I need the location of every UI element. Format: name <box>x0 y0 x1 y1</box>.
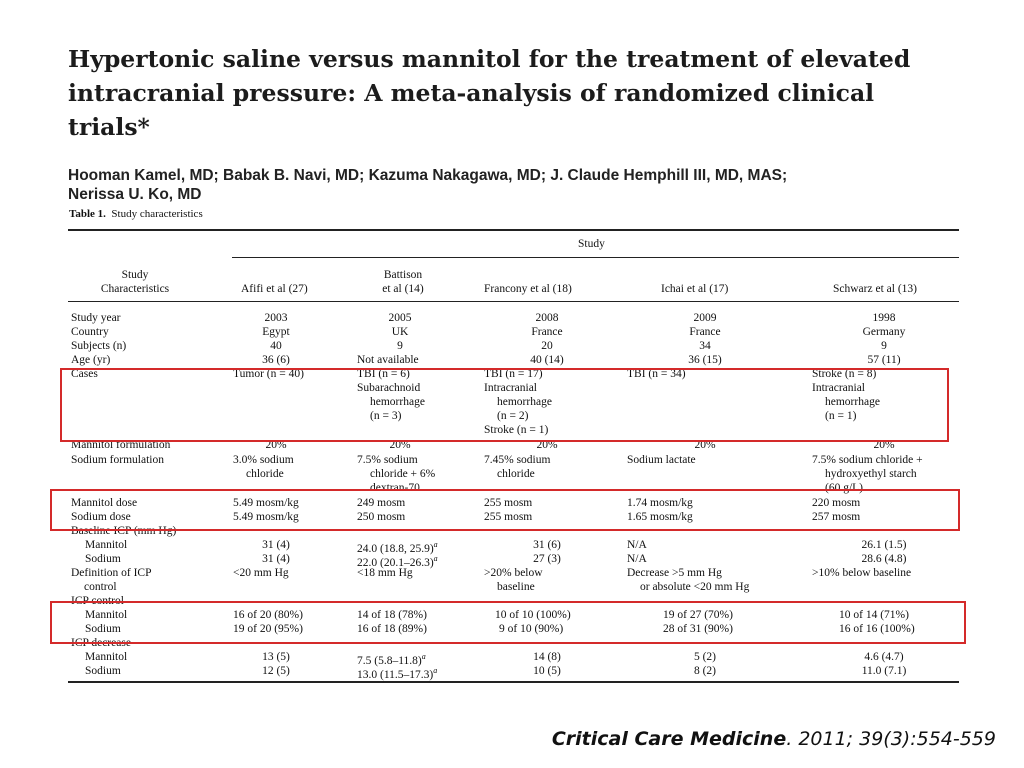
sodium-form-battison-line1: 7.5% sodium <box>357 454 418 466</box>
header-schwarz: Schwarz et al (13) <box>833 283 917 295</box>
cell-francony <box>484 566 543 594</box>
icp-decrease-label: ICP decrease <box>71 637 131 649</box>
cell-afifi: 20% <box>265 439 287 451</box>
cell-label: Sodium <box>85 665 121 677</box>
footnote-mark: a <box>433 540 438 549</box>
header-characteristics-line1: Study <box>121 269 149 281</box>
cell-francony: France <box>531 326 563 338</box>
cell-francony: 31 (6) <box>533 539 561 551</box>
def-ichai-line2: or absolute <20 mm Hg <box>640 581 750 593</box>
sodium-form-schwarz-line3: (60 g/L) <box>825 482 864 494</box>
cases-schwarz-line2: Intracranial <box>812 382 865 394</box>
authors-line-1: Hooman Kamel, MD; Babak B. Navi, MD; Kazuma Nakagawa, MD; J. Claude Hemphill III, MD, MAS; <box>68 167 788 184</box>
cell-ichai: 8 (2) <box>693 665 717 677</box>
cell-label: Study year <box>71 312 121 324</box>
baseline-mannitol-battison-value: 24.0 (18.8, 25.9) <box>357 542 434 555</box>
cell-schwarz: >10% below baseline <box>812 567 912 579</box>
title-line-3: trials* <box>68 113 150 141</box>
cell-schwarz: 28.6 (4.8) <box>861 553 907 565</box>
cell-afifi <box>233 453 294 481</box>
cell-afifi: 12 (5) <box>262 665 290 677</box>
cell-label: Subjects (n) <box>71 340 127 352</box>
header-francony: Francony et al (18) <box>484 283 572 295</box>
icp-control-label: ICP control <box>71 595 124 607</box>
cell-schwarz: 9 <box>881 340 887 352</box>
cell-afifi: 19 of 20 (95%) <box>233 623 303 635</box>
cell-label: Country <box>71 326 109 338</box>
cell-battison: Not available <box>357 354 419 366</box>
header-battison <box>358 268 448 296</box>
cell-ichai: 1.74 mosm/kg <box>627 497 693 509</box>
cases-battison-line1: TBI (n = 6) <box>357 368 410 380</box>
cell-label: Age (yr) <box>71 354 111 366</box>
decrease-mannitol-battison-value: 7.5 (5.8–11.8) <box>357 654 422 667</box>
header-ichai: Ichai et al (17) <box>661 283 729 295</box>
sodium-form-afifi-line2: chloride <box>246 468 284 480</box>
cell-afifi: Egypt <box>262 326 290 338</box>
cell-afifi: 36 (6) <box>262 354 290 366</box>
author-list <box>68 166 968 204</box>
cell-francony: 20 <box>541 340 553 352</box>
cell-ichai: 36 (15) <box>688 354 722 366</box>
sodium-form-schwarz-line1: 7.5% sodium chloride + <box>812 454 923 466</box>
def-francony-line1: >20% below <box>484 567 543 579</box>
cell-afifi: 5.49 mosm/kg <box>233 497 299 509</box>
cell-francony: 20% <box>536 439 558 451</box>
study-header-rule <box>232 257 959 258</box>
cases-francony-line2: Intracranial <box>484 382 537 394</box>
cell-battison: 2005 <box>388 312 412 324</box>
cases-francony-line3: hemorrhage <box>497 396 552 408</box>
cell-schwarz: 257 mosm <box>812 511 861 523</box>
baseline-sodium-battison-value: 22.0 (20.1–26.3) <box>357 556 434 569</box>
cell-ichai: N/A <box>627 553 647 565</box>
table-label: Table 1. <box>69 208 106 220</box>
sodium-form-francony-line2: chloride <box>497 468 535 480</box>
cell-afifi: <20 mm Hg <box>233 567 289 579</box>
cell-label: Sodium <box>85 553 121 565</box>
footnote-mark: a <box>433 554 438 563</box>
cell-battison: 249 mosm <box>357 497 406 509</box>
cell-schwarz: 1998 <box>872 312 896 324</box>
cell-afifi: 40 <box>270 340 282 352</box>
authors-line-2: Nerissa U. Ko, MD <box>68 186 202 203</box>
cell-ichai: 19 of 27 (70%) <box>663 609 733 621</box>
cell-schwarz: 220 mosm <box>812 497 861 509</box>
cell-ichai: N/A <box>627 539 647 551</box>
cell-ichai: 2009 <box>693 312 717 324</box>
baseline-icp-label: Baseline ICP (mm Hg) <box>71 525 177 537</box>
cell-label: Mannitol <box>85 651 128 663</box>
cell-francony: 10 (5) <box>533 665 561 677</box>
cell-schwarz: Germany <box>862 326 906 338</box>
cell-label: Sodium dose <box>71 511 131 523</box>
cases-battison-line4: (n = 3) <box>370 410 402 422</box>
cell-francony <box>484 453 550 481</box>
cell-schwarz: 11.0 (7.1) <box>861 665 907 677</box>
cases-schwarz-line3: hemorrhage <box>825 396 880 408</box>
journal-citation <box>552 728 996 750</box>
cell-schwarz: 16 of 16 (100%) <box>839 623 915 635</box>
cell-schwarz: 57 (11) <box>867 354 901 366</box>
highlight-box-doses <box>50 489 960 531</box>
sodium-form-francony-line1: 7.45% sodium <box>484 454 551 466</box>
citation-details: . 2011; 39(3):554-559 <box>786 728 996 750</box>
cell-schwarz: 26.1 (1.5) <box>861 539 907 551</box>
cell-afifi: 16 of 20 (80%) <box>233 609 303 621</box>
header-characteristics <box>85 268 185 296</box>
cell-afifi: 5.49 mosm/kg <box>233 511 299 523</box>
study-group-header: Study <box>578 238 605 250</box>
table-caption <box>69 208 203 220</box>
table-caption-text: Study characteristics <box>111 208 203 220</box>
cell-francony: 255 mosm <box>484 511 533 523</box>
cell-ichai: 28 of 31 (90%) <box>663 623 733 635</box>
cases-schwarz-line4: (n = 1) <box>825 410 857 422</box>
cell-francony: 27 (3) <box>533 553 561 565</box>
sodium-form-schwarz-line2: hydroxyethyl starch <box>825 468 917 480</box>
cell-label: Mannitol formulation <box>71 439 171 451</box>
cell-ichai: 1.65 mosm/kg <box>627 511 693 523</box>
cases-francony-line5: Stroke (n = 1) <box>484 424 549 436</box>
cell-francony: 14 (8) <box>533 651 561 663</box>
cell-battison: <18 mm Hg <box>357 567 413 579</box>
table-bottom-rule <box>68 681 959 683</box>
cases-battison-line2: Subarachnoid <box>357 382 421 394</box>
header-characteristics-line2: Characteristics <box>100 283 170 295</box>
cell-francony: 40 (14) <box>530 354 564 366</box>
header-afifi: Afifi et al (27) <box>241 283 308 295</box>
highlight-box-cases <box>60 368 949 442</box>
cell-ichai: 34 <box>699 340 711 352</box>
cell-ichai: 5 (2) <box>693 651 717 663</box>
header-battison-line1: Battison <box>383 269 423 281</box>
cell-battison: 20% <box>389 439 411 451</box>
def-label-line1: Definition of ICP <box>71 567 152 579</box>
cases-battison-line3: hemorrhage <box>370 396 425 408</box>
cell-battison: 250 mosm <box>357 511 406 523</box>
cell-ichai: France <box>689 326 721 338</box>
cell-label: Mannitol dose <box>71 497 138 509</box>
sodium-form-battison-line2: chloride + 6% <box>370 468 436 480</box>
cell-afifi: 31 (4) <box>262 539 290 551</box>
cell-battison <box>357 664 437 682</box>
footnote-mark: a <box>421 652 426 661</box>
cell-francony: 10 of 10 (100%) <box>495 609 571 621</box>
table-top-rule <box>68 229 959 231</box>
cell-ichai: 20% <box>694 439 716 451</box>
cell-battison: UK <box>391 326 409 338</box>
def-label-line2: control <box>84 581 117 593</box>
cell-ichai <box>627 566 749 594</box>
cell-label: Mannitol <box>85 609 128 621</box>
sodium-form-battison-line3: dextran-70 <box>370 482 420 494</box>
decrease-sodium-battison-value: 13.0 (11.5–17.3) <box>357 668 434 681</box>
cell-label: Sodium <box>85 623 121 635</box>
cell-label: Cases <box>71 368 98 380</box>
cell-battison: 14 of 18 (78%) <box>357 609 427 621</box>
paper-title <box>68 42 968 144</box>
cell-schwarz: 20% <box>873 439 895 451</box>
cell-afifi: 2003 <box>264 312 288 324</box>
cell-label <box>71 566 152 594</box>
column-header-rule <box>68 301 959 302</box>
cases-francony-line4: (n = 2) <box>497 410 529 422</box>
cell-francony: 9 of 10 (90%) <box>499 623 564 635</box>
sodium-form-afifi-line1: 3.0% sodium <box>233 454 294 466</box>
cell-ichai: TBI (n = 34) <box>627 368 686 380</box>
title-line-1: Hypertonic saline versus mannitol for the treatment of elevated <box>68 45 911 73</box>
cell-schwarz: 4.6 (4.7) <box>864 651 904 663</box>
cell-battison: 9 <box>397 340 403 352</box>
title-line-2: intracranial pressure: A meta-analysis of randomized clinical <box>68 79 875 107</box>
cell-francony: 255 mosm <box>484 497 533 509</box>
journal-name: Critical Care Medicine <box>551 728 787 750</box>
highlight-box-icp-control <box>50 601 966 644</box>
cases-schwarz-line1: Stroke (n = 8) <box>812 368 877 380</box>
cell-label: Sodium formulation <box>71 454 164 466</box>
cell-afifi: 31 (4) <box>262 553 290 565</box>
cell-afifi: Tumor (n = 40) <box>233 368 304 380</box>
cell-battison: 16 of 18 (89%) <box>357 623 427 635</box>
footnote-mark: a <box>433 666 438 675</box>
cell-ichai: Sodium lactate <box>627 454 696 466</box>
cell-afifi: 13 (5) <box>262 651 290 663</box>
def-francony-line2: baseline <box>497 581 535 593</box>
cell-label: Mannitol <box>85 539 128 551</box>
def-ichai-line1: Decrease >5 mm Hg <box>627 567 722 579</box>
header-battison-line2: et al (14) <box>382 283 424 295</box>
cases-francony-line1: TBI (n = 17) <box>484 368 543 380</box>
cell-schwarz: 10 of 14 (71%) <box>839 609 909 621</box>
cell-francony: 2008 <box>535 312 559 324</box>
